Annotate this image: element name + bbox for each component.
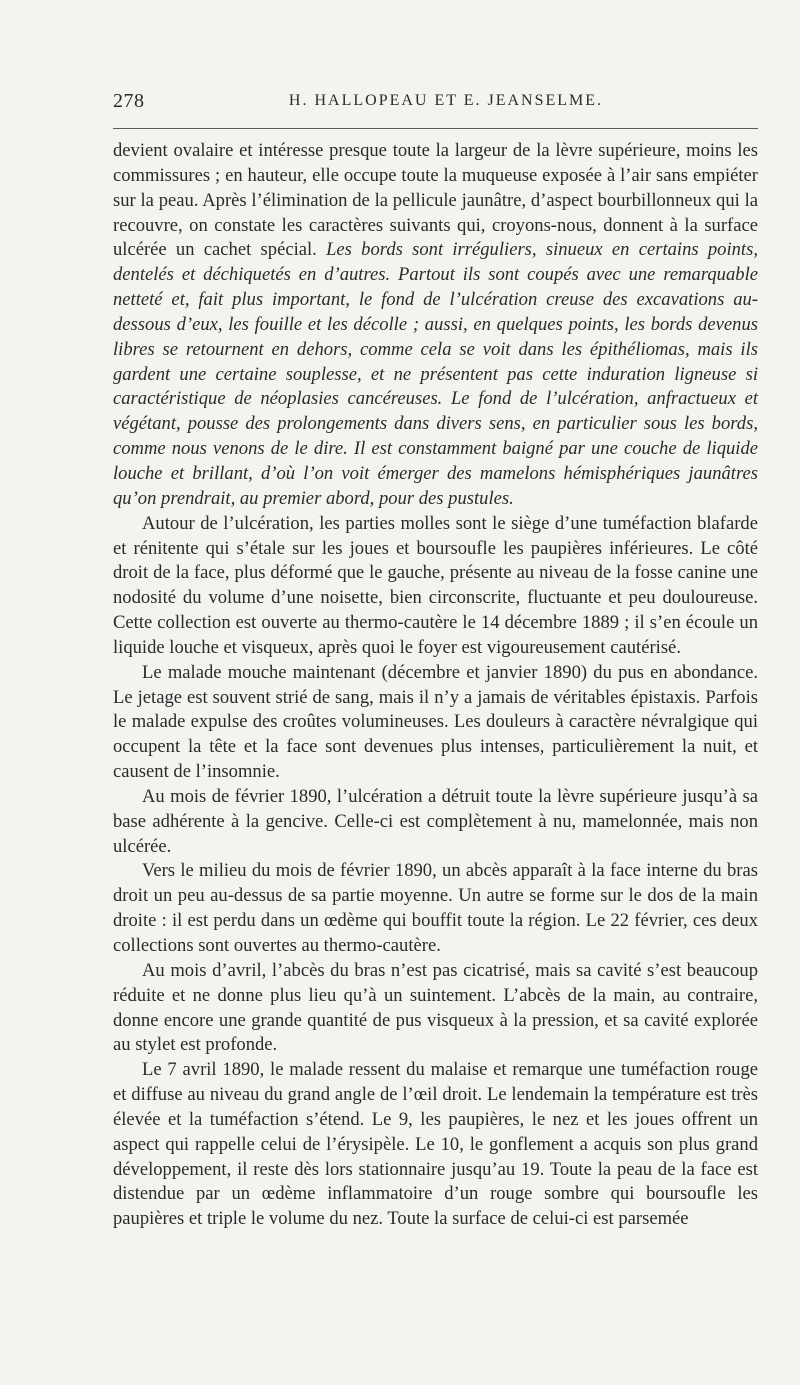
text-segment: Vers le milieu du mois de février 1890, un abcès apparaît à la face interne du bras droit un peu au-dessus de sa partie moyenne. Un autre se forme sur le dos de la main droite : il est perdu dans un œdème qui bouffit toute la région. Le 22 février, ces deux collections sont ouvertes au thermo-cautère.	[113, 860, 758, 956]
text-segment: Le malade mouche maintenant (décembre et janvier 1890) du pus en abondance. Le jetage est souvent strié de sang, mais il n’y a jamais de véritables épistaxis. Parfois le malade expulse des croûtes volumineuses. Les douleurs à caractère névralgique qui occupent la tête et la face sont devenues plus intenses, particulièrement la nuit, et causent de l’insomnie.	[113, 661, 758, 783]
text-segment: Autour de l’ulcération, les parties molles sont le siège d’une tuméfaction blafarde et rénitente qui s’étale sur les joues et boursoufle les paupières inférieures. Le côté droit de la face, plus déformé que le gauche, présente au niveau de la fosse canine une nodosité du volume d’une noisette, bien circonscrite, fluctuante et peu douloureuse. Cette collection est ouverte au thermo-cautère le 14 décembre 1889 ; il s’en écoule un liquide louche et visqueux, après quoi le foyer est vigoureusement cautérisé.	[113, 512, 758, 658]
text-segment: devient ovalaire et intéresse presque toute la largeur de la lèvre supérieure, moins les commissures ; en hauteur, elle occupe toute la muqueuse exposée à l’air sans empiéter sur la peau. Après l’élimination de la pellicule jaunâtre, d’aspect bourbillonneux qui la recouvre, on constate les caractères suivants qui, croyons-nous, donnent à la surface ulcérée un cachet spécial.	[113, 140, 758, 261]
page-number: 278	[113, 90, 145, 112]
header-rule	[113, 128, 758, 129]
italic-text-segment: Les bords sont irréguliers, sinueux en certains points, dentelés et déchiquetés en d’autres. Partout ils sont coupés avec une remarquable netteté et, fait plus important, le fond de l’ulcération creuse des excavations au-dessous d’eux, les fouille et les décolle ; aussi, en quelques points, les bords devenus libres se retournent en dehors, comme cela se voit dans les épithéliomas, mais ils gardent une certaine souplesse, et ne présentent pas cette induration ligneuse si caractéristique de néoplasies cancéreuses. Le fond de l’ulcération, anfractueux et végétant, pousse des prolongements dans divers sens, en particulier sous les bords, comme nous venons de le dire. Il est constamment baigné par une couche de liquide louche et brillant, d’où l’on voit émerger des mamelons hémisphériques jaunâtres qu’on prendrait, au premier abord, pour des pustules.	[113, 239, 758, 509]
paragraph	[113, 139, 758, 512]
page-header	[113, 90, 755, 116]
paragraph	[113, 1058, 758, 1232]
running-title: H. HALLOPEAU ET E. JEANSELME.	[288, 92, 604, 109]
paragraph	[113, 859, 758, 958]
text-segment: Au mois d’avril, l’abcès du bras n’est pas cicatrisé, mais sa cavité s’est beaucoup réduite et ne donne plus lieu qu’à un suintement. L’abcès de la main, au contraire, donne encore une grande quantité de pus visqueux à la pression, et sa cavité explorée au stylet est profonde.	[113, 959, 758, 1056]
paragraph	[113, 959, 758, 1058]
body-text	[113, 139, 758, 1232]
text-segment: Le 7 avril 1890, le malade ressent du malaise et remarque une tuméfaction rouge et diffuse au niveau du grand angle de l’œil droit. Le lendemain la température est très élevée et la tuméfaction s’étend. Le 9, les paupières, le nez et les joues offrent un aspect qui rappelle celui de l’érysipèle. Le 10, le gonflement a acquis son plus grand développement, il reste dès lors stationnaire jusqu’au 19. Toute la peau de la face est distendue par un œdème inflammatoire d’un rouge sombre qui boursoufle les paupières et triple le volume du nez. Toute la surface de celui-ci est parsemée	[113, 1059, 758, 1230]
text-segment: Au mois de février 1890, l’ulcération a détruit toute la lèvre supérieure jusqu’à sa base adhérente à la gencive. Celle-ci est complètement à nu, mamelonnée, mais non ulcérée.	[113, 785, 758, 857]
paragraph	[113, 512, 758, 661]
paragraph	[113, 661, 758, 785]
paragraph	[113, 785, 758, 860]
